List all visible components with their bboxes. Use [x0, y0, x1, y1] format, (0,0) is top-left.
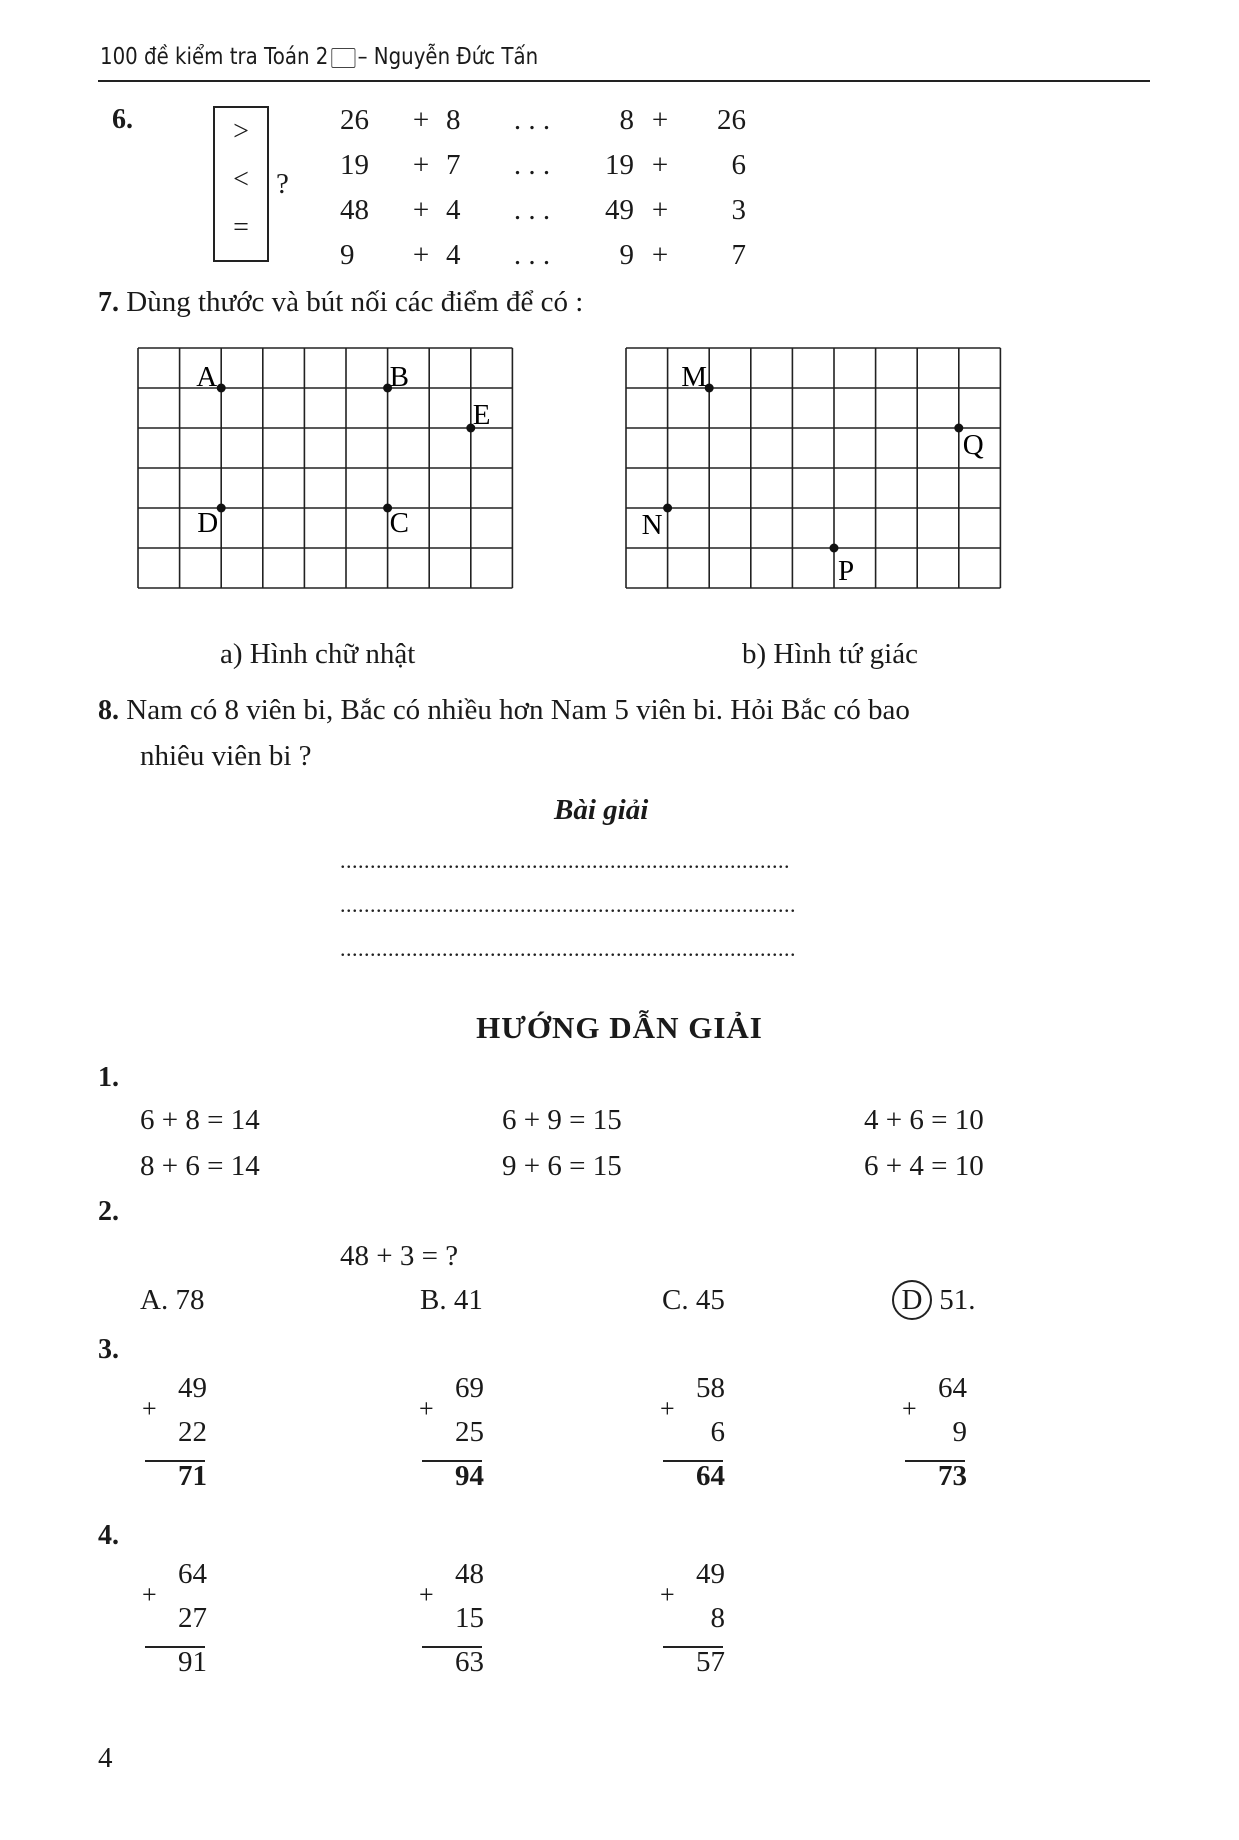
answer-line-2: ............................................................................ — [340, 892, 796, 917]
comparison-term: + — [412, 194, 430, 226]
point-label-B: B — [389, 361, 409, 393]
addend-top: 48 — [455, 1558, 484, 1590]
addend-bottom: 6 — [710, 1416, 725, 1448]
comparison-term: 8 — [619, 104, 634, 136]
sign-greater: > — [233, 116, 249, 147]
header-author: – Nguyễn Đức Tấn — [357, 44, 539, 70]
s1-r2c3: 6 + 4 = 10 — [864, 1150, 984, 1182]
solution-title: Bài giải — [554, 794, 649, 826]
header-title: 100 đề kiểm tra Toán 2 — [100, 44, 329, 70]
plus-sign: + — [419, 1394, 434, 1423]
comparison-term: + — [651, 194, 669, 226]
comparison-term: 26 — [340, 104, 369, 136]
comparison-term: 4 — [446, 194, 461, 226]
grid-rectangle — [136, 346, 580, 628]
comparison-term: 7 — [731, 239, 746, 271]
addend-bottom: 8 — [710, 1602, 725, 1634]
comparison-blank[interactable]: . . . — [513, 194, 551, 226]
addend-top: 64 — [178, 1558, 207, 1590]
answer-line-1: ........................................................................... — [340, 848, 790, 873]
q7-number: 7. — [98, 287, 119, 318]
book-icon — [331, 48, 355, 68]
s2-number: 2. — [98, 1196, 119, 1227]
addend-bottom: 22 — [178, 1416, 207, 1448]
point-label-A: A — [196, 361, 218, 393]
q8-text-line1: Nam có 8 viên bi, Bắc có nhiều hơn Nam 5 viên bi. Hỏi Bắc có bao — [126, 694, 910, 726]
s1-number: 1. — [98, 1062, 119, 1093]
sum-result: 63 — [455, 1646, 484, 1678]
plus-sign: + — [660, 1580, 675, 1609]
sum-result: 91 — [178, 1646, 207, 1678]
s1-r1c1: 6 + 8 = 14 — [140, 1104, 260, 1136]
comparison-term: 19 — [605, 149, 634, 181]
comparison-term: 19 — [340, 149, 369, 181]
comparison-blank[interactable]: . . . — [513, 239, 551, 271]
q8-line1 — [98, 694, 910, 727]
q8-text-line2: nhiêu viên bi ? — [140, 740, 312, 772]
comparison-term: 4 — [446, 239, 461, 271]
comparison-row — [340, 233, 746, 278]
comparison-term: + — [412, 149, 430, 181]
s2-option-d — [892, 1280, 976, 1320]
addend-top: 49 — [696, 1558, 725, 1590]
comparison-term: + — [651, 149, 669, 181]
comparison-term: 3 — [731, 194, 746, 226]
point-N[interactable] — [663, 504, 672, 513]
plus-sign: + — [142, 1394, 157, 1423]
s1-r1c2: 6 + 9 = 15 — [502, 1104, 622, 1136]
caption-b: b) Hình tứ giác — [742, 638, 918, 670]
comparison-term: 9 — [619, 239, 634, 271]
q8-number: 8. — [98, 695, 119, 726]
plus-sign: + — [142, 1580, 157, 1609]
point-label-M: M — [681, 361, 707, 393]
running-header — [100, 44, 538, 70]
sum-result: 71 — [178, 1460, 207, 1492]
addend-bottom: 9 — [952, 1416, 967, 1448]
grid-quadrilateral — [624, 346, 1068, 628]
addend-bottom: 25 — [455, 1416, 484, 1448]
plus-sign: + — [419, 1580, 434, 1609]
addend-top: 49 — [178, 1372, 207, 1404]
point-label-N: N — [641, 509, 663, 541]
comparison-blank[interactable]: . . . — [513, 149, 551, 181]
point-label-C: C — [389, 507, 409, 539]
s2-answer-value: 51. — [939, 1284, 976, 1316]
addend-bottom: 27 — [178, 1602, 207, 1634]
sign-less: < — [233, 164, 249, 195]
s1-r1c3: 4 + 6 = 10 — [864, 1104, 984, 1136]
addend-top: 69 — [455, 1372, 484, 1404]
point-label-D: D — [197, 507, 219, 539]
answer-line-3: ............................................................................ — [340, 936, 796, 961]
comparison-term: 26 — [717, 104, 746, 136]
page-number: 4 — [98, 1742, 113, 1774]
s2-option-c: C. 45 — [662, 1284, 725, 1316]
header-rule — [98, 80, 1150, 82]
comparison-term: 6 — [731, 149, 746, 181]
s1-r2c2: 9 + 6 = 15 — [502, 1150, 622, 1182]
comparison-term: 9 — [340, 239, 355, 271]
s3-number: 3. — [98, 1334, 119, 1365]
plus-sign: + — [660, 1394, 675, 1423]
addend-top: 58 — [696, 1372, 725, 1404]
s2-option-a: A. 78 — [140, 1284, 205, 1316]
caption-a: a) Hình chữ nhật — [220, 638, 416, 670]
addend-bottom: 15 — [455, 1602, 484, 1634]
s4-number: 4. — [98, 1520, 119, 1551]
sum-result: 73 — [938, 1460, 967, 1492]
comparison-row — [340, 188, 746, 233]
comparison-sign-box — [213, 106, 269, 262]
guide-title: HƯỚNG DẪN GIẢI — [476, 1010, 763, 1045]
point-label-P: P — [838, 555, 855, 587]
comparison-term: + — [651, 104, 669, 136]
sum-result: 94 — [455, 1460, 484, 1492]
point-A[interactable] — [217, 384, 226, 393]
point-P[interactable] — [830, 544, 839, 553]
sum-result: 64 — [696, 1460, 725, 1492]
s2-question: 48 + 3 = ? — [340, 1240, 459, 1272]
q6-number: 6. — [112, 104, 133, 135]
q7-text: Dùng thước và bút nối các điểm để có : — [126, 286, 584, 318]
s2-option-b: B. 41 — [420, 1284, 483, 1316]
point-label-E: E — [472, 399, 491, 431]
comparison-term: + — [412, 104, 430, 136]
sum-result: 57 — [696, 1646, 725, 1678]
comparison-blank[interactable]: . . . — [513, 104, 551, 136]
comparison-term: 49 — [605, 194, 634, 226]
comparison-row — [340, 143, 746, 188]
comparison-term: + — [651, 239, 669, 271]
comparison-term: 48 — [340, 194, 369, 226]
comparison-term: 7 — [446, 149, 461, 181]
point-label-Q: Q — [962, 429, 984, 461]
q6-question-mark: ? — [276, 168, 289, 200]
comparison-term: 8 — [446, 104, 461, 136]
answer-circle: D — [892, 1280, 932, 1320]
sign-equal: = — [233, 212, 249, 243]
s1-r2c1: 8 + 6 = 14 — [140, 1150, 260, 1182]
plus-sign: + — [902, 1394, 917, 1423]
comparison-row — [340, 98, 746, 143]
comparison-term: + — [412, 239, 430, 271]
addend-top: 64 — [938, 1372, 967, 1404]
comparison-table — [340, 98, 746, 278]
q7-line — [98, 286, 583, 319]
